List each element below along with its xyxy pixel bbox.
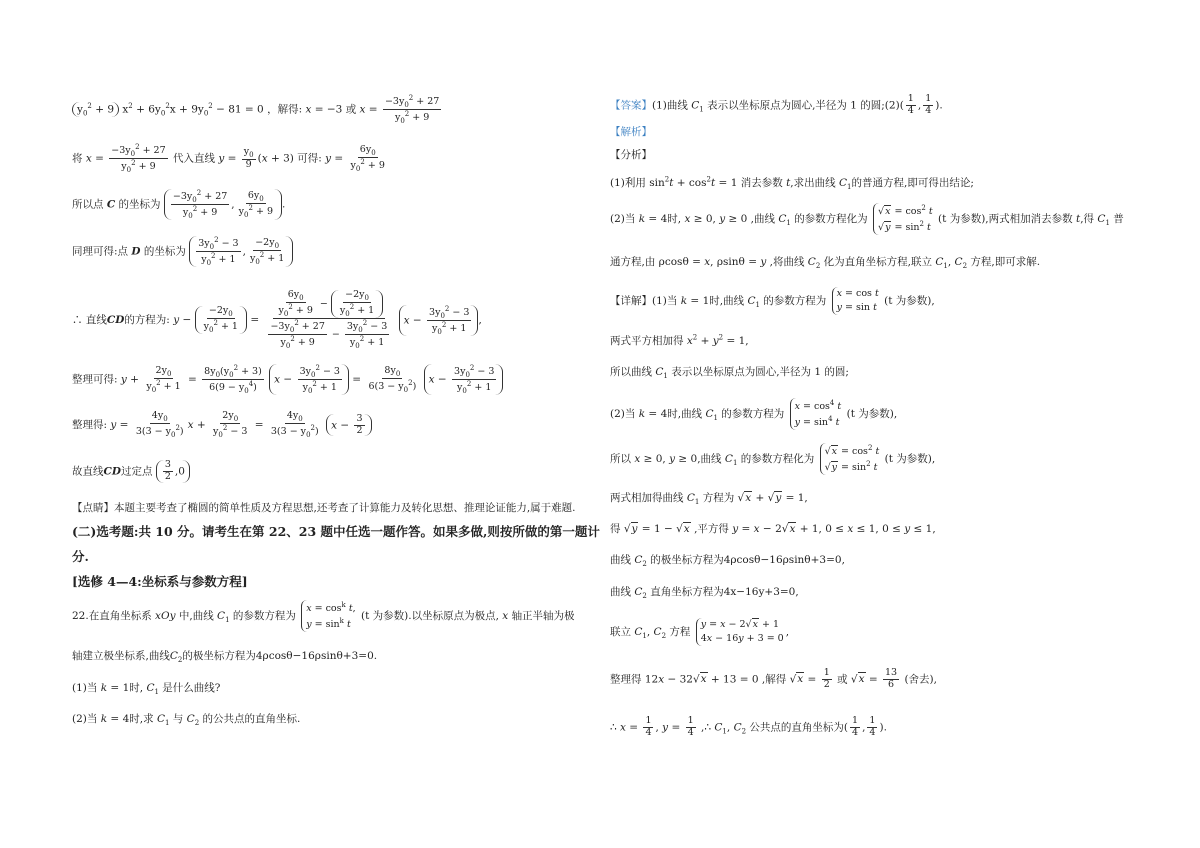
- dianjing-text: 【点睛】本题主要考查了椭圆的简单性质及方程思想,还考查了计算能力及转化思想、推理论证能力,属于难题.: [72, 502, 576, 514]
- xiangjie-line-9: 曲线 $C_2$ 直角坐标方程为4x−16y+3=0,: [610, 586, 799, 601]
- elective-title: [选修 4—4:坐标系与参数方程]: [72, 574, 248, 589]
- equation-line-2: 将 x = $\frac{-3y_0^2 + 27}{y_0^2 + 9}$ 代入直线 y = $\frac{y_0}{9}$ (x + 3) 可得: y = $\frac{6y_0}{y_0^2 + 9}$: [72, 143, 385, 175]
- question-22-line2: 轴建立极坐标系,曲线$C_2$的极坐标方程为4ρcosθ−16ρsinθ+3=0.: [72, 650, 378, 665]
- xiangjie-line-2: 两式平方相加得 $x^2 + y^2 = 1$,: [610, 333, 749, 347]
- equation-line-5: ∴ 直线CD的方程为: y − $\frac{-2y_0}{y_0^2 + 1}$ = $\frac{6y_0}{y_0^2 + 9}$ − $\frac{-2y_0}{y_0^2 + 1}$ $\frac{-3y_0^2 + 27}{y_0^2 + 9}$ − $\frac{3y_0^2 - 3}{y_0^2 + 1}$ x − $\frac{3y_0^2 - 3}{y_0^2 + 1}$ ,: [72, 289, 482, 351]
- xiangjie-line-10: 联立 $C_1$, $C_2$ 方程 y = x − 2√x + 1 4x − 16y + 3 = 0,: [610, 619, 790, 644]
- equation-line-6: 整理可得: y + $\frac{2y_0}{y_0^2 + 1}$ = $\frac{8y_0(y_0^2 + 3)}{6(9 - y_0^4)}$ x − $\frac{3y_0^2 - 3}{y_0^2 + 1}$ = $\frac{8y_0}{6(3 - y_0^2)}$ x − $\frac{3y_0^2 - 3}{y_0^2 + 1}$: [72, 364, 503, 395]
- sub-question-1: (1)当 k = 1时, $C_1$ 是什么曲线?: [72, 682, 221, 697]
- left-column: [72, 0, 612, 848]
- equation-line-7: 整理得: y = $\frac{4y_0}{3(3 - y_0^2)}$ x + $\frac{2y_0}{y_0^2 - 3}$ = $\frac{4y_0}{3(3 - y_0^2)}$ x − $\frac{3}{2}$: [72, 411, 372, 439]
- equation-line-4: 同理可得:点 D 的坐标为 $\frac{3y_0^2 - 3}{y_0^2 + 1}$ , $\frac{-2y_0}{y_0^2 + 1}$: [72, 236, 293, 267]
- xiangjie-line-7: 得 √y = 1 − √x ,平方得 y = x − 2√x + 1, 0 ≤ x ≤ 1, 0 ≤ y ≤ 1,: [610, 523, 936, 535]
- xiangjie-line-11: 整理得 12x − 32√x + 13 = 0 ,解得 √x = $\frac{1}{2}$ 或 √x = $\frac{13}{6}$ (舍去),: [610, 667, 937, 690]
- section-title-cont: 分.: [72, 549, 89, 564]
- xiangjie-line-6: 两式相加得曲线 $C_1$ 方程为 √x + √y = 1,: [610, 492, 808, 507]
- answer-line: 【答案】(1)曲线 $C_1$ 表示以坐标原点为圆心,半径为 1 的圆;(2)( $\frac{1}{4}$ , $\frac{1}{4}$ ).: [610, 93, 943, 116]
- xiangjie-line-12: ∴ x = $\frac{1}{4}$ , y = $\frac{1}{4}$ ,∴ $C_1$, $C_2$ 公共点的直角坐标为( $\frac{1}{4}$ , $\frac{1}{4}$ ).: [610, 715, 887, 738]
- equation-line-3: 所以点 C 的坐标为 $\frac{-3y_0^2 + 27}{y_0^2 + 9}$ , $\frac{6y_0}{y_0^2 + 9}$ .: [72, 189, 286, 221]
- fenxi-line-1: (1)利用 $\sin^2t + \cos^2t = 1$ 消去参数 t,求出曲线 $C_1$的普通方程,即可得出结论;: [610, 175, 974, 192]
- equation-line-1: $y_0^2 + 9$ $x^2 + 6y_0^2x + 9y_0^2 - 81 = 0$ ，解得: x = −3 或 x = $\frac{-3y_0^2 + 27}{y_0^2 + 9}$: [72, 94, 443, 125]
- jiexi-tag: 【解析】: [610, 126, 652, 138]
- xiangjie-line-4: (2)当 k = 4时,曲线 $C_1$ 的参数方程为 $x = \cos^4 t$ $y = \sin^4 t$ (t 为参数),: [610, 399, 898, 429]
- fenxi-line-3: 通方程,由 ρcosθ = x, ρsinθ = y ,将曲线 $C_2$ 化为直角坐标方程,联立 $C_1$, $C_2$ 方程,即可求解.: [610, 256, 1041, 271]
- question-22: 22.在直角坐标系 xOy 中,曲线 $C_1$ 的参数方程为 $x = \cos^k t$, $y = \sin^k t$ (t 为参数).以坐标原点为极点, x 轴正半轴为极: [72, 601, 575, 631]
- sub-question-2: (2)当 k = 4时,求 $C_1$ 与 $C_2$ 的公共点的直角坐标.: [72, 713, 301, 728]
- fenxi-tag: 【分析】: [610, 149, 652, 161]
- right-column: [610, 0, 1150, 848]
- xiangjie-line-8: 曲线 $C_2$ 的极坐标方程为4ρcosθ−16ρsinθ+3=0,: [610, 554, 845, 569]
- fenxi-line-2: (2)当 k = 4时, x ≥ 0, y ≥ 0 ,曲线 $C_1$ 的参数方程化为 $√x = \cos^2 t$ $√y = \sin^2 t$ (t 为参数),两式相加消去参数 t,得 $C_1$ 普: [610, 204, 1124, 234]
- xiangjie-line-3: 所以曲线 $C_1$ 表示以坐标原点为圆心,半径为 1 的圆;: [610, 366, 849, 381]
- section-title: (二)选考题:共 10 分。请考生在第 22、23 题中任选一题作答。如果多做,则按所做的第一题计: [72, 524, 600, 539]
- xiangjie-line-5: 所以 x ≥ 0, y ≥ 0,曲线 $C_1$ 的参数方程化为 $√x = \cos^2 t$ $√y = \sin^2 t$ (t 为参数),: [610, 444, 936, 474]
- xiangjie-line-1: 【详解】(1)当 k = 1时,曲线 $C_1$ 的参数方程为 x = cos t y = sin t (t 为参数),: [610, 288, 935, 313]
- equation-line-8: 故直线CD过定点 $\frac{3}{2}$ ,0: [72, 460, 190, 483]
